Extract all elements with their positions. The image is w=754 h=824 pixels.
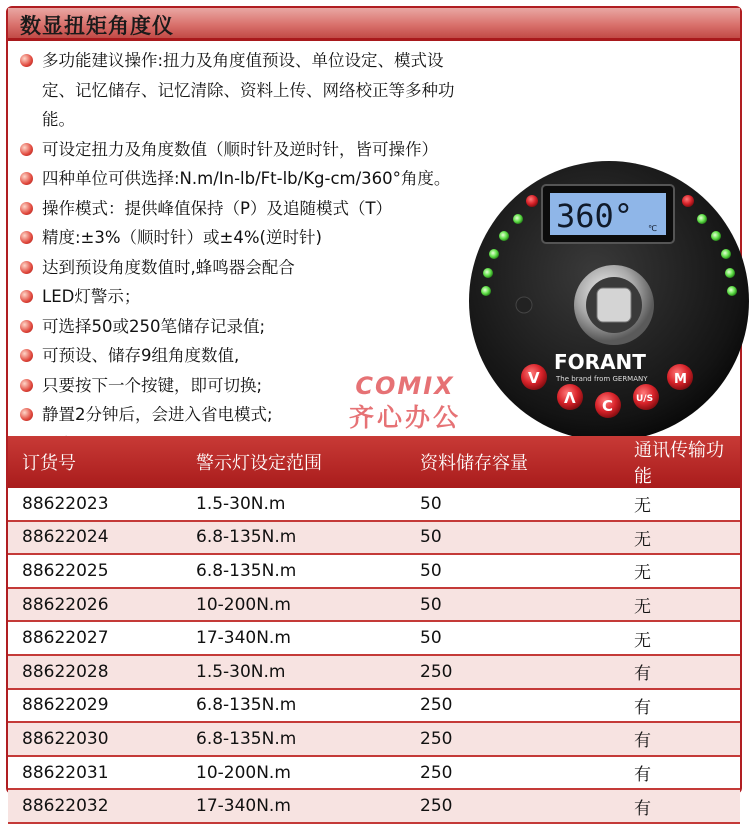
square-drive xyxy=(597,288,631,322)
table-row xyxy=(8,488,740,521)
svg-text:U/S: U/S xyxy=(636,394,654,404)
comm-cell: 有 xyxy=(620,722,740,756)
feature-item: 精度:±3%（顺时针）或±4%(逆时针) xyxy=(18,223,738,253)
range-cell: 6.8-135N.m xyxy=(182,689,406,723)
storage-cell: 250 xyxy=(406,722,620,756)
feature-item: LED灯警示； xyxy=(18,282,738,312)
order-number-cell: 88622027 xyxy=(8,621,182,655)
range-cell: 6.8-135N.m xyxy=(182,521,406,555)
feature-item: 可选择50或250笔储存记录值; xyxy=(18,312,738,342)
led-icon xyxy=(481,286,491,296)
feature-item: 静置2分钟后，会进入省电模式; xyxy=(18,400,738,430)
column-header: 通讯传输功能 xyxy=(634,440,724,487)
page-title: 数显扭矩角度仪 xyxy=(20,14,174,38)
range-cell: 1.5-30N.m xyxy=(182,655,406,689)
storage-cell: 50 xyxy=(406,488,620,521)
svg-text:C: C xyxy=(602,397,614,415)
led-icon xyxy=(727,286,737,296)
bullet-icon xyxy=(20,261,33,274)
watermark-logo: COMIX xyxy=(355,372,455,400)
feature-item: 可设定扭力及角度数值（顺时针及逆时针，皆可操作） xyxy=(18,135,738,165)
storage-cell: 250 xyxy=(406,756,620,790)
led-icon xyxy=(483,268,493,278)
comm-cell: 有 xyxy=(620,756,740,790)
order-number-cell: 88622025 xyxy=(8,554,182,588)
table-row xyxy=(8,588,740,622)
order-number-cell: 88622028 xyxy=(8,655,182,689)
svg-text:V: V xyxy=(528,369,540,387)
warning-icon xyxy=(682,195,694,207)
brand-logo: FORANT xyxy=(554,350,646,374)
storage-cell: 250 xyxy=(406,655,620,689)
feature-item: 可预设、储存9组角度数值, xyxy=(18,341,738,371)
watermark-text: 齐心办公 xyxy=(348,403,461,432)
lcd-unit: ℃ xyxy=(648,224,657,233)
led-icon xyxy=(489,249,499,259)
comm-cell: 无 xyxy=(620,488,740,521)
order-number-cell: 88622023 xyxy=(8,488,182,521)
led-icon xyxy=(697,214,707,224)
lcd-reading: 360° xyxy=(556,197,634,235)
order-number-cell: 88622024 xyxy=(8,521,182,555)
comm-cell: 无 xyxy=(620,554,740,588)
order-number-cell: 88622032 xyxy=(8,789,182,823)
bullet-icon xyxy=(20,349,33,362)
comm-cell: 无 xyxy=(620,621,740,655)
spec-sheet xyxy=(6,6,742,819)
table-row xyxy=(8,789,740,823)
range-cell: 6.8-135N.m xyxy=(182,554,406,588)
order-number-cell: 88622026 xyxy=(8,588,182,622)
feature-item: 四种单位可供选择:N.m/In-lb/Ft-lb/Kg-cm/360°角度。 xyxy=(18,164,738,194)
bullet-icon xyxy=(20,290,33,303)
feature-item: 只要按下一个按键，即可切换; xyxy=(18,371,738,401)
range-cell: 6.8-135N.m xyxy=(182,722,406,756)
warning-icon xyxy=(526,195,538,207)
order-number-cell: 88622029 xyxy=(8,689,182,723)
range-cell: 10-200N.m xyxy=(182,756,406,790)
column-header: 警示灯设定范围 xyxy=(196,453,322,474)
storage-cell: 50 xyxy=(406,554,620,588)
order-number-cell: 88622031 xyxy=(8,756,182,790)
brand-tagline: The brand from GERMANY xyxy=(556,375,648,383)
torque-adapter-image xyxy=(464,163,754,443)
range-cell: 17-340N.m xyxy=(182,789,406,823)
led-icon xyxy=(711,231,721,241)
title-bar xyxy=(8,8,740,41)
led-icon xyxy=(513,214,523,224)
comm-cell: 无 xyxy=(620,588,740,622)
table-header-row xyxy=(8,436,740,488)
feature-item: 多功能建议操作:扭力及角度值预设、单位设定、模式设定、记忆储存、记忆清除、资料上传、网络校正等多种功能。 xyxy=(18,46,462,135)
feature-item: 角度范围1-360° xyxy=(18,430,738,460)
range-cell: 10-200N.m xyxy=(182,588,406,622)
storage-cell: 250 xyxy=(406,689,620,723)
bullet-icon xyxy=(20,320,33,333)
range-cell: 1.5-30N.m xyxy=(182,488,406,521)
table-row xyxy=(8,521,740,555)
bullet-icon xyxy=(20,202,33,215)
table-row xyxy=(8,689,740,723)
bullet-icon xyxy=(20,54,33,67)
side-button xyxy=(516,297,532,313)
table-row xyxy=(8,722,740,756)
column-header: 资料储存容量 xyxy=(420,453,528,474)
table-row xyxy=(8,554,740,588)
order-number-cell: 88622030 xyxy=(8,722,182,756)
order-table-container xyxy=(8,436,740,824)
bullet-icon xyxy=(20,143,33,156)
storage-cell: 250 xyxy=(406,789,620,823)
bullet-icon xyxy=(20,172,33,185)
comm-cell: 有 xyxy=(620,655,740,689)
led-icon xyxy=(721,249,731,259)
storage-cell: 50 xyxy=(406,521,620,555)
table-row xyxy=(8,621,740,655)
comm-cell: 有 xyxy=(620,689,740,723)
watermark xyxy=(330,372,480,434)
feature-item: 操作模式：提供峰值保持（P）及追随模式（T） xyxy=(18,194,738,224)
bullet-icon xyxy=(20,379,33,392)
feature-item: 达到预设角度数值时,蜂鸣器会配合 xyxy=(18,253,738,283)
comm-cell: 无 xyxy=(620,521,740,555)
led-icon xyxy=(499,231,509,241)
bullet-icon xyxy=(20,231,33,244)
comm-cell: 有 xyxy=(620,789,740,823)
column-header: 订货号 xyxy=(22,453,76,474)
order-table xyxy=(8,436,740,824)
svg-text:M: M xyxy=(674,372,687,387)
range-cell: 17-340N.m xyxy=(182,621,406,655)
led-icon xyxy=(725,268,735,278)
svg-text:Λ: Λ xyxy=(564,389,576,407)
storage-cell: 50 xyxy=(406,621,620,655)
bullet-icon xyxy=(20,408,33,421)
storage-cell: 50 xyxy=(406,588,620,622)
table-row xyxy=(8,756,740,790)
table-row xyxy=(8,655,740,689)
